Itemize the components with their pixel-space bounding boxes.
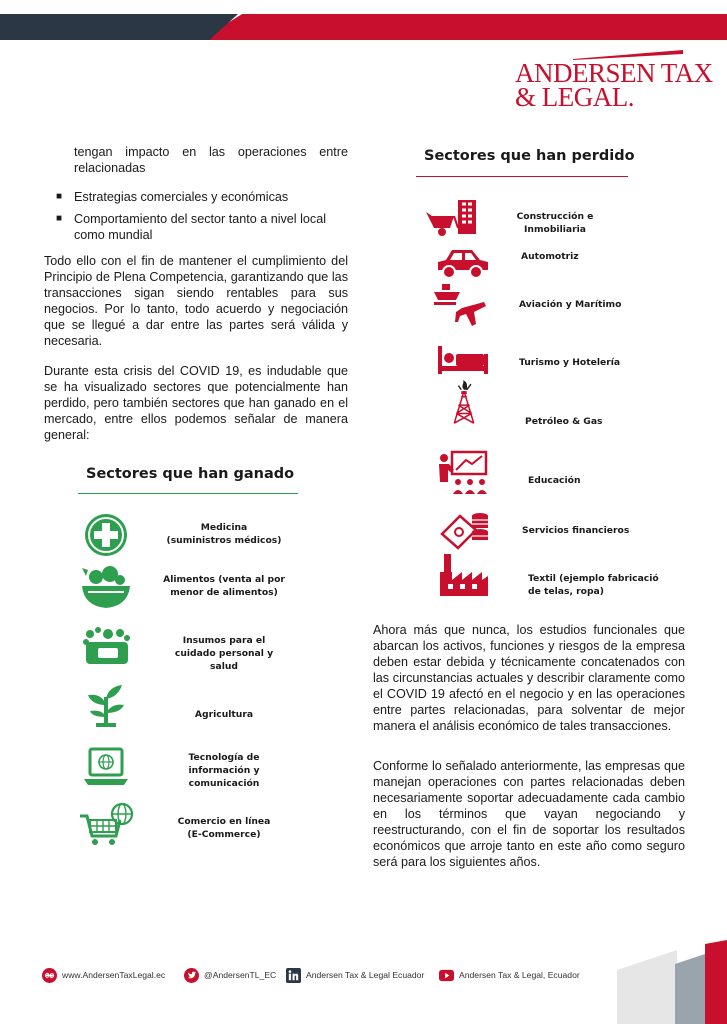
footer-youtube[interactable]: Andersen Tax & Legal, Ecuador — [439, 966, 580, 984]
lost-section-title: Sectores que han perdido — [424, 148, 635, 164]
footer-decoration — [617, 940, 727, 1024]
lost-label-automotriz: Automotriz — [521, 251, 579, 262]
money-coins-icon — [436, 504, 492, 550]
oil-rig-icon — [436, 380, 492, 426]
bullet-marker-icon: ■ — [56, 213, 63, 224]
left-column-text — [44, 144, 348, 443]
linkedin-icon — [286, 968, 301, 983]
bullet-item: ■ Estrategias comerciales y económicas — [56, 190, 289, 204]
paragraph-estudios-funcionales: Ahora más que nunca, los estudios funcionales que abarcan los activos, funciones y riesgos de la empresa deben estar debida y técnicamente concatenados con las circunstancias actuales y describir claramente como el COVID 19 afectó en el negocio y en las operaciones entre partes relacionadas, para solventar de mejor manera el análisis económico de tales transacciones. — [373, 623, 685, 733]
gained-section-title: Sectores que han ganado — [86, 466, 295, 482]
classroom-icon — [436, 450, 492, 496]
plant-icon — [78, 683, 134, 729]
link-icon — [42, 968, 57, 983]
lost-label-servicios: Servicios financieros — [522, 525, 630, 536]
lost-label-construccion: Construcción e Inmobiliaria — [516, 211, 594, 235]
lost-label-turismo: Turismo y Hotelería — [519, 357, 621, 368]
gained-label-comercio: Comercio en línea (E-Commerce) — [177, 816, 271, 840]
twitter-icon — [184, 968, 199, 983]
gained-label-alimentos: Alimentos (venta al por menor de alimentos) — [163, 574, 285, 598]
shopping-cart-globe-icon — [78, 802, 134, 848]
footer-website[interactable]: www.AndersenTaxLegal.ec — [42, 966, 165, 984]
ship-plane-icon — [432, 282, 488, 328]
lost-title-rule — [416, 176, 628, 177]
construction-icon — [424, 194, 480, 240]
paragraph-conforme: Conforme lo señalado anteriormente, las empresas que manejan operaciones con partes relacionadas deben necesariamente soportar adecuadamente cada cambio en los términos que vayan negociando y reestructurando, con el fin de soportar los resultados económicos que arroje tanto en este año como seguro será para los siguientes años. — [373, 759, 685, 869]
header-band-red — [200, 14, 727, 40]
factory-icon — [436, 552, 492, 598]
car-icon — [434, 240, 490, 286]
youtube-icon — [439, 968, 454, 983]
logo-line2: & LEGAL. — [515, 82, 634, 112]
paragraph-plena-competencia: Todo ello con el fin de mantener el cumplimiento del Principio de Plena Competencia, garantizando que las transacciones sigan siendo rentables para sus negocios. Por lo tanto, todo acuerdo y negociación que se llegué a dar entre las partes será válida y necesaria. — [44, 254, 348, 348]
medical-cross-icon — [78, 512, 134, 558]
gained-label-insumos: Insumos para el cuidado personal y salud — [174, 635, 274, 672]
footer-social — [42, 966, 602, 986]
food-basket-icon — [78, 564, 134, 610]
gained-title-rule — [78, 493, 298, 494]
andersen-logo — [515, 48, 713, 112]
bullet-continuation: tengan impacto en las operaciones entre relacionadas — [74, 145, 348, 175]
bullet-list — [44, 189, 348, 243]
lost-label-petroleo: Petróleo & Gas — [525, 416, 603, 427]
lost-label-aviacion: Aviación y Marítimo — [519, 299, 622, 310]
header-band-dark — [0, 14, 238, 40]
gained-label-tecnologia: Tecnología de información y comunicación — [188, 752, 260, 789]
lost-label-textil: Textil (ejemplo fabricació de telas, ropa) — [528, 573, 659, 597]
gained-label-medicina: Medicina (suministros médicos) — [166, 522, 282, 546]
footer-linkedin[interactable]: Andersen Tax & Legal Ecuador — [286, 966, 424, 984]
laptop-globe-icon — [78, 745, 134, 791]
header-band — [0, 14, 727, 40]
bullet-item: ■ Comportamiento del sector tanto a nivel local como mundial — [56, 212, 327, 242]
logo-line1: ANDERSEN TAX — [515, 58, 713, 88]
soap-icon — [78, 624, 134, 670]
paragraph-covid-sectores: Durante esta crisis del COVID 19, es indudable que se ha visualizado sectores que potencialmente han perdido, pero también sectores que han ganado en el mercado, entre ellos podemos señalar de manera general: — [44, 364, 348, 442]
bullet-marker-icon: ■ — [56, 191, 63, 202]
lost-label-educacion: Educación — [528, 475, 581, 486]
footer-twitter[interactable]: @AndersenTL_EC — [184, 966, 276, 984]
gained-label-agricultura: Agricultura — [194, 709, 254, 720]
